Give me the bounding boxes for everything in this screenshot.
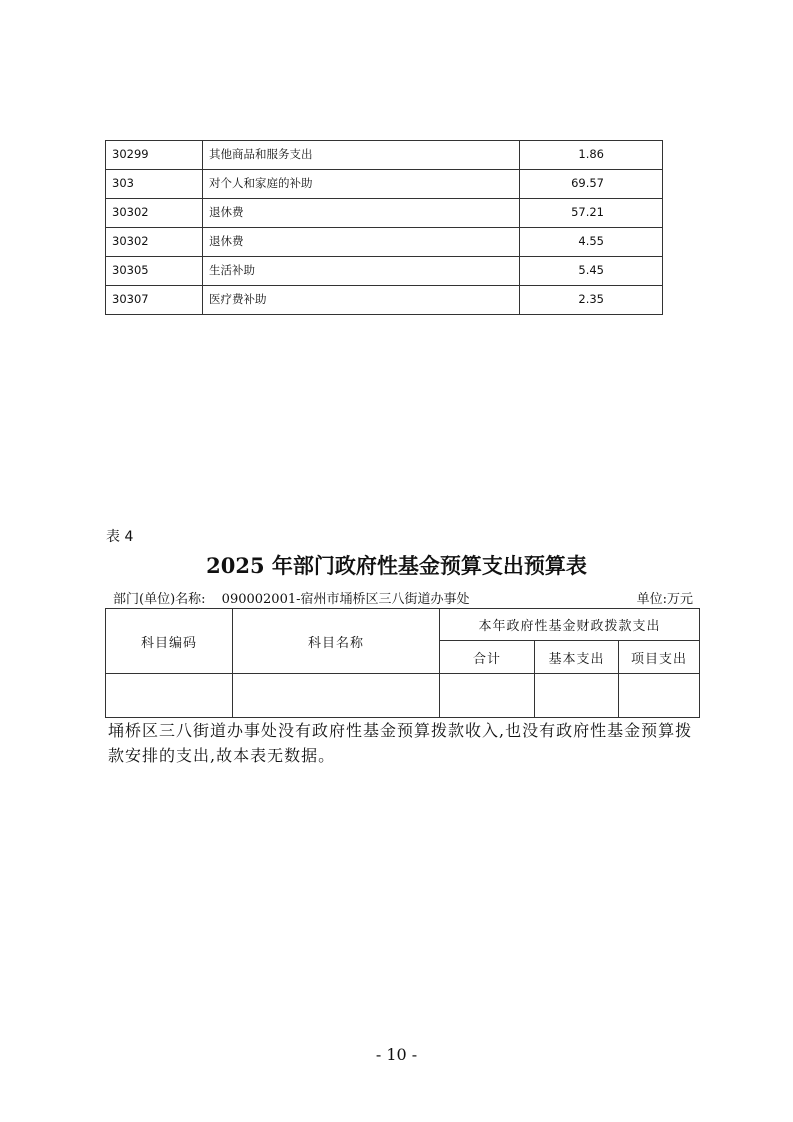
table-row	[106, 228, 663, 257]
subject-name-cell: 退休费	[203, 199, 520, 228]
empty-data-row	[106, 674, 700, 718]
table-label: 表 4	[106, 529, 134, 545]
header-subject-name: 科目名称	[233, 609, 440, 674]
header-project-expense: 项目支出	[619, 641, 700, 674]
dept-label: 部门(单位)名称:	[113, 592, 206, 607]
table-row	[106, 141, 663, 170]
header-subject-code: 科目编码	[106, 609, 233, 674]
amount-cell: 1.86	[520, 141, 663, 170]
subject-code-cell: 30307	[106, 286, 203, 315]
government-fund-table	[105, 608, 700, 718]
header-row	[106, 609, 700, 641]
table-row	[106, 170, 663, 199]
subject-name-cell: 退休费	[203, 228, 520, 257]
amount-cell: 69.57	[520, 170, 663, 199]
subject-code-cell: 30302	[106, 199, 203, 228]
subject-code-cell: 303	[106, 170, 203, 199]
empty-cell	[619, 674, 700, 718]
amount-cell: 57.21	[520, 199, 663, 228]
subject-name-cell: 医疗费补助	[203, 286, 520, 315]
table-row	[106, 286, 663, 315]
subject-code-cell: 30299	[106, 141, 203, 170]
empty-cell	[106, 674, 233, 718]
amount-cell: 2.35	[520, 286, 663, 315]
header-total: 合计	[440, 641, 535, 674]
dept-value: 090002001-宿州市埇桥区三八街道办事处	[221, 592, 470, 607]
subject-code-cell: 30305	[106, 257, 203, 286]
header-fund-group: 本年政府性基金财政拨款支出	[440, 609, 700, 641]
table-row	[106, 257, 663, 286]
subject-name-cell: 生活补助	[203, 257, 520, 286]
expenditure-detail-table	[105, 140, 663, 315]
page-title: 2025 年部门政府性基金预算支出预算表	[206, 553, 587, 578]
amount-cell: 5.45	[520, 257, 663, 286]
subject-code-cell: 30302	[106, 228, 203, 257]
header-basic-expense: 基本支出	[535, 641, 619, 674]
table-row	[106, 199, 663, 228]
subject-name-cell: 对个人和家庭的补助	[203, 170, 520, 199]
amount-cell: 4.55	[520, 228, 663, 257]
empty-cell	[233, 674, 440, 718]
table-meta	[113, 588, 693, 607]
empty-cell	[535, 674, 619, 718]
unit-label: 单位:万元	[636, 592, 693, 607]
page-number: - 10 -	[375, 1045, 418, 1064]
explanatory-note: 埇桥区三八街道办事处没有政府性基金预算拨款收入,也没有政府性基金预算拨款安排的支出,故本表无数据。	[108, 721, 693, 765]
subject-name-cell: 其他商品和服务支出	[203, 141, 520, 170]
empty-cell	[440, 674, 535, 718]
